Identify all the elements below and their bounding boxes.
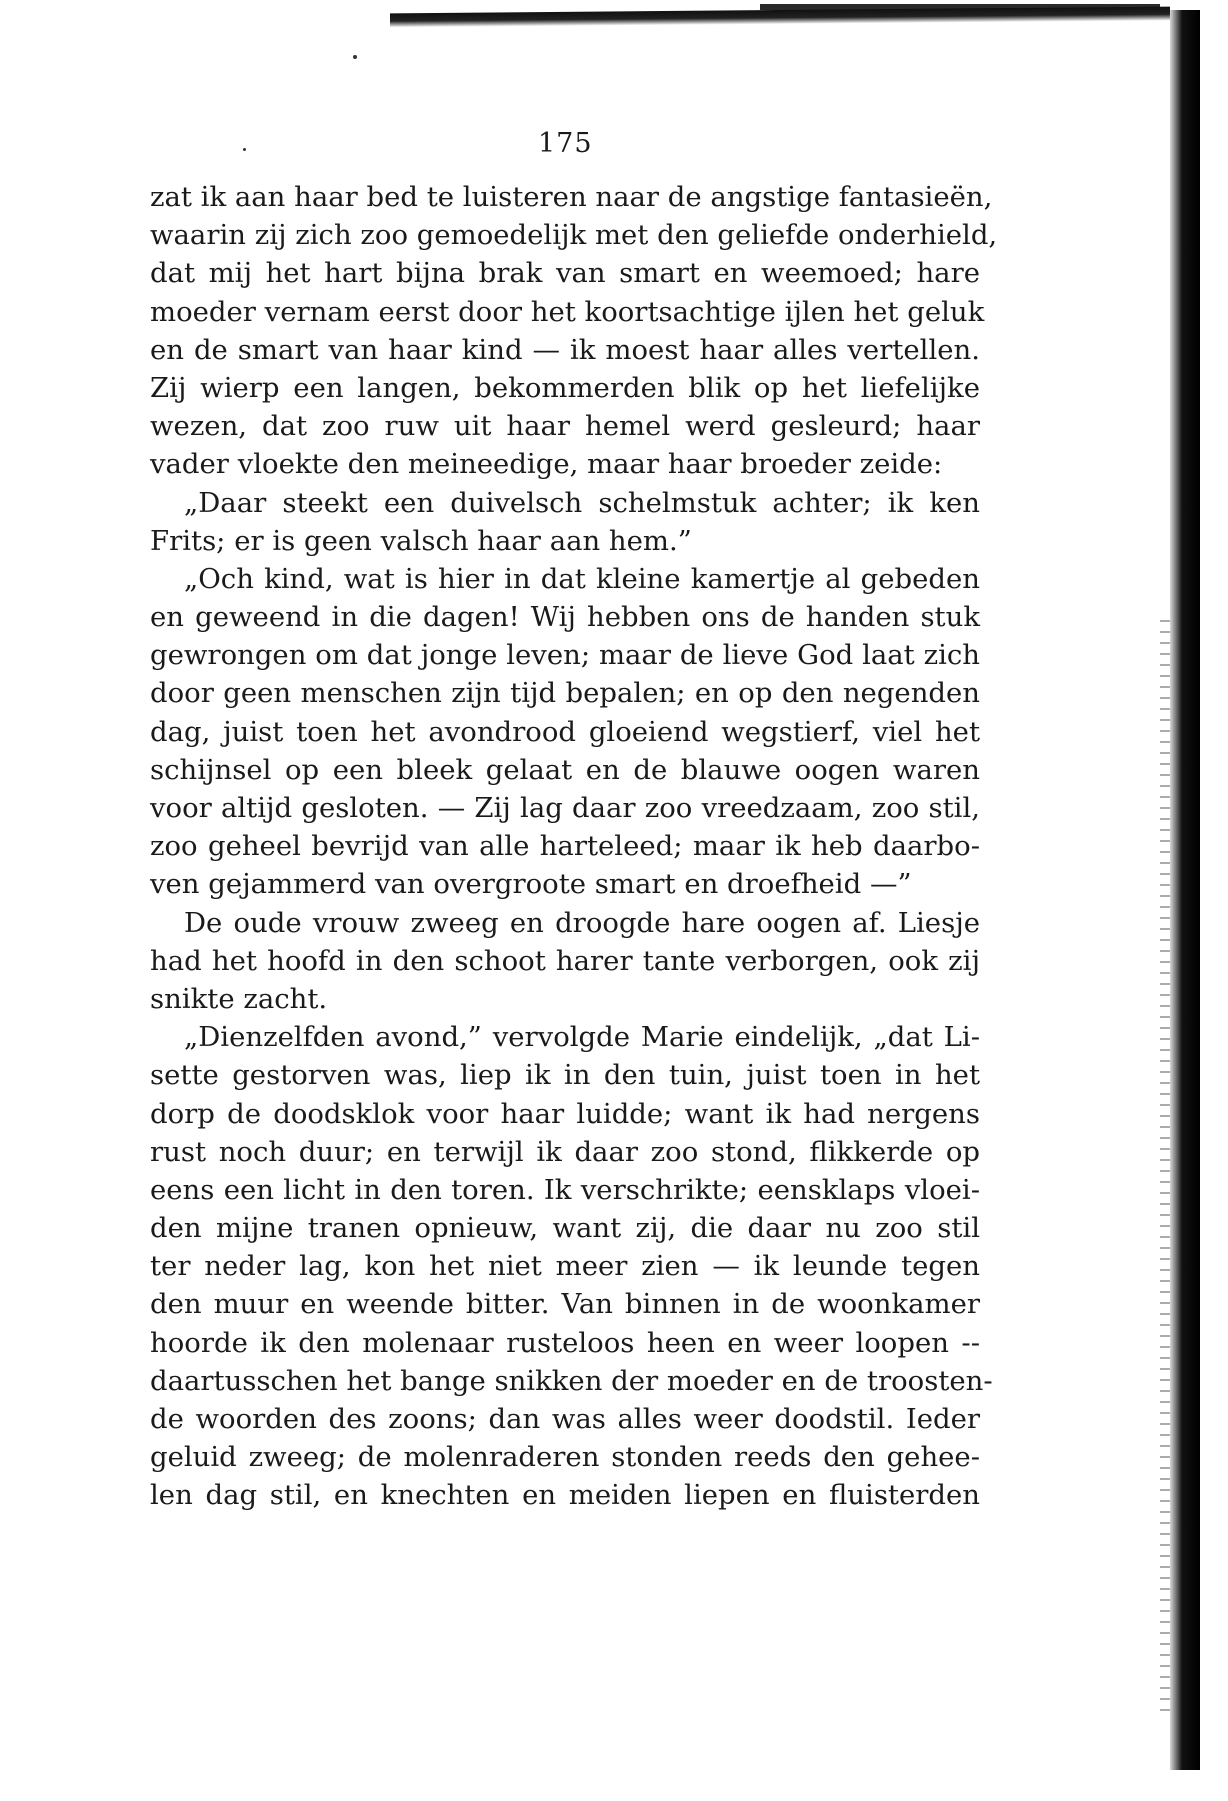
text-line: waarin zij zich zoo gemoedelijk met den geliefde onderhield, xyxy=(150,219,998,252)
text-line: ter neder lag, kon het niet meer zien — ik leunde tegen xyxy=(150,1250,980,1283)
text-line: rust noch duur; en terwijl ik daar zoo stond, flikkerde op xyxy=(150,1135,980,1168)
text-line: De oude vrouw zweeg en droogde hare oogen af. Liesje xyxy=(184,906,980,939)
text-line: de woorden des zoons; dan was alles weer doodstil. Ieder xyxy=(150,1403,980,1435)
page-number: 175 xyxy=(538,128,593,159)
text-line: len dag stil, en knechten en meiden liepen en fluisterden xyxy=(150,1479,980,1512)
scan-speck xyxy=(353,55,357,59)
text-line: schijnsel op een bleek gelaat en de blauwe oogen waren xyxy=(150,753,980,786)
text-line: snikte zacht. xyxy=(150,982,328,1015)
text-line: vader vloekte den meineedige, maar haar broeder zeide: xyxy=(150,448,943,481)
text-line: dorp de doodsklok voor haar luidde; want ik had nergens xyxy=(150,1097,980,1130)
text-line: eens een licht in den toren. Ik verschrikte; eensklaps vloei- xyxy=(150,1173,980,1206)
body-text xyxy=(150,178,998,1515)
text-line: „Dienzelfden avond,” vervolgde Marie eindelijk, „dat Li- xyxy=(184,1021,980,1054)
text-line: sette gestorven was, liep ik in den tuin, juist toen in het xyxy=(150,1059,980,1092)
text-line: geluid zweeg; de molenraderen stonden reeds den gehee- xyxy=(150,1441,980,1474)
scan-edge-top xyxy=(390,7,1170,28)
text-line: den mijne tranen opnieuw, want zij, die daar nu zoo stil xyxy=(150,1212,980,1245)
text-line: had het hoofd in den schoot harer tante verborgen, ook zij xyxy=(150,944,980,977)
text-line: Frits; er is geen valsch haar aan hem.” xyxy=(150,524,692,557)
text-line: wezen, dat zoo ruw uit haar hemel werd gesleurd; haar xyxy=(150,410,980,443)
text-line: dag, juist toen het avondrood gloeiend wegstierf, viel het xyxy=(150,715,980,748)
text-line: zoo geheel bevrijd van alle harteleed; maar ik heb daarbo- xyxy=(150,830,980,863)
text-line: den muur en weende bitter. Van binnen in de woonkamer xyxy=(150,1288,980,1321)
text-line: en geweend in die dagen! Wij hebben ons de handen stuk xyxy=(150,601,980,634)
text-line: „Daar steekt een duivelsch schelmstuk achter; ik ken xyxy=(184,486,980,519)
text-line: voor altijd gesloten. — Zij lag daar zoo vreedzaam, zoo stil, xyxy=(150,792,980,824)
scan-edge-right xyxy=(1170,10,1200,1770)
scan-edge-speckle xyxy=(1160,620,1170,1720)
text-line: gewrongen om dat jonge leven; maar de lieve God laat zich xyxy=(150,639,980,672)
text-line: door geen menschen zijn tijd bepalen; en op den negenden xyxy=(150,677,980,710)
scan-speck xyxy=(243,148,246,151)
text-line: zat ik aan haar bed te luisteren naar de angstige fantasieën, xyxy=(150,181,993,213)
text-line: Zij wierp een langen, bekommerden blik op het liefelijke xyxy=(150,371,980,404)
text-line: ven gejammerd van overgroote smart en droefheid —” xyxy=(150,868,912,901)
text-line: dat mij het hart bijna brak van smart en weemoed; hare xyxy=(150,257,980,290)
text-line: „Och kind, wat is hier in dat kleine kamertje al gebeden xyxy=(184,562,980,595)
text-line: daartusschen het bange snikken der moeder en de troosten- xyxy=(150,1364,993,1397)
text-line: moeder vernam eerst door het koortsachtige ijlen het geluk xyxy=(150,295,985,328)
text-line: en de smart van haar kind — ik moest haar alles vertellen. xyxy=(150,333,980,366)
text-line: hoorde ik den molenaar rusteloos heen en weer loopen -- xyxy=(150,1326,980,1359)
